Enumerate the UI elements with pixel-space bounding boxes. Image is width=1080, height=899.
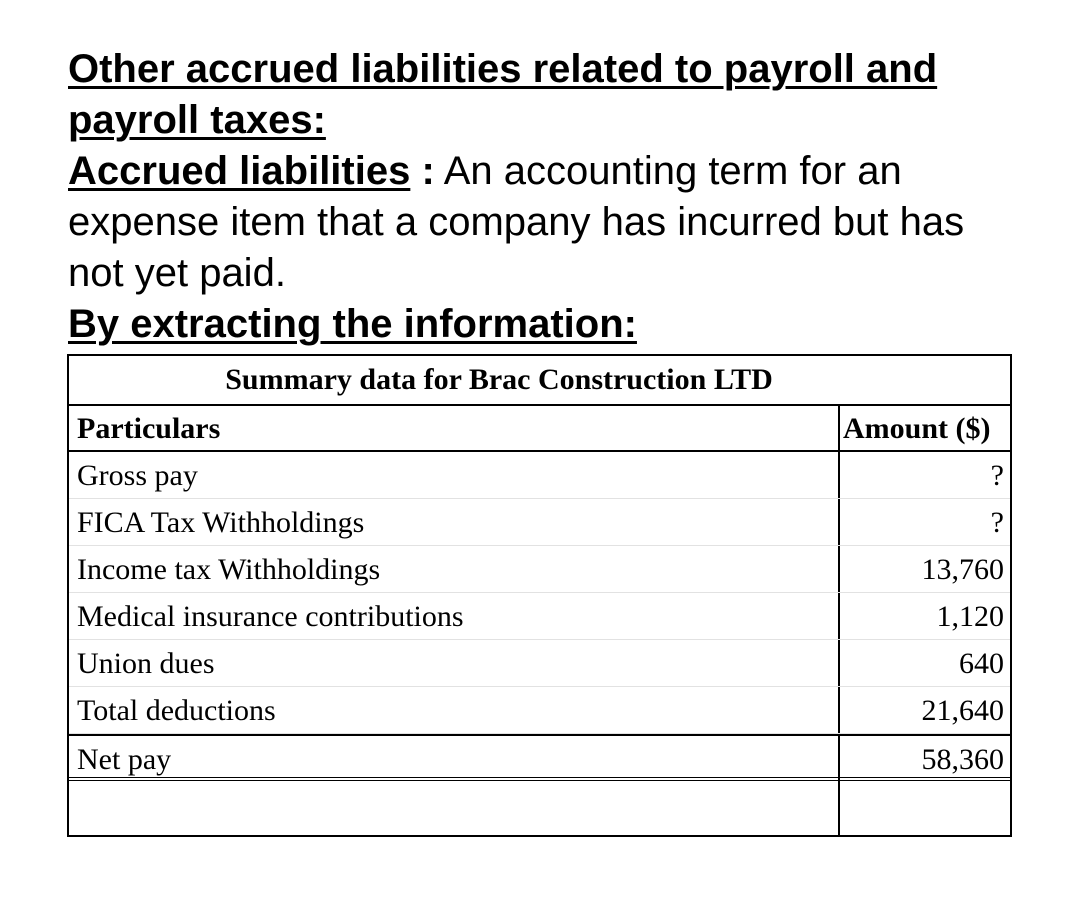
table-row <box>69 640 1010 687</box>
table-row <box>69 593 1010 640</box>
table-row <box>69 546 1010 593</box>
table-row-empty <box>69 781 1010 825</box>
row-label: Medical insurance contributions <box>77 600 464 633</box>
header-amount: Amount ($) <box>843 412 991 445</box>
term-colon: : <box>410 149 435 193</box>
definition-text: An accounting term for an expense item that a company has incurred but has not yet paid. <box>68 149 965 295</box>
row-amount: 13,760 <box>921 553 1004 586</box>
row-amount: 1,120 <box>936 600 1004 633</box>
row-amount: 640 <box>959 647 1004 680</box>
table-row <box>69 452 1010 499</box>
row-label: Net pay <box>77 743 172 776</box>
summary-table <box>67 354 1012 837</box>
row-label: Gross pay <box>77 459 198 492</box>
row-amount: ? <box>990 506 1004 539</box>
row-amount: 58,360 <box>921 743 1004 776</box>
section-heading: Other accrued liabilities related to payroll and payroll taxes: <box>68 47 938 142</box>
row-amount: ? <box>990 459 1004 492</box>
table-row-net-pay <box>69 734 1010 781</box>
header-particulars: Particulars <box>77 412 221 445</box>
definition-paragraph <box>68 146 1028 299</box>
table-body <box>69 452 1010 825</box>
row-label: Total deductions <box>77 694 276 727</box>
intro-text <box>68 44 1028 350</box>
table-row <box>69 499 1010 546</box>
row-amount: 21,640 <box>921 694 1004 727</box>
row-label: Income tax Withholdings <box>77 553 381 586</box>
term-accrued-liabilities: Accrued liabilities <box>68 149 411 193</box>
table-row <box>69 687 1010 734</box>
subheading: By extracting the information: <box>68 302 637 346</box>
row-label: FICA Tax Withholdings <box>77 506 365 539</box>
table-title: Summary data for Brac Construction LTD <box>225 363 773 396</box>
table-header-row <box>69 406 1010 452</box>
row-label: Union dues <box>77 647 215 680</box>
